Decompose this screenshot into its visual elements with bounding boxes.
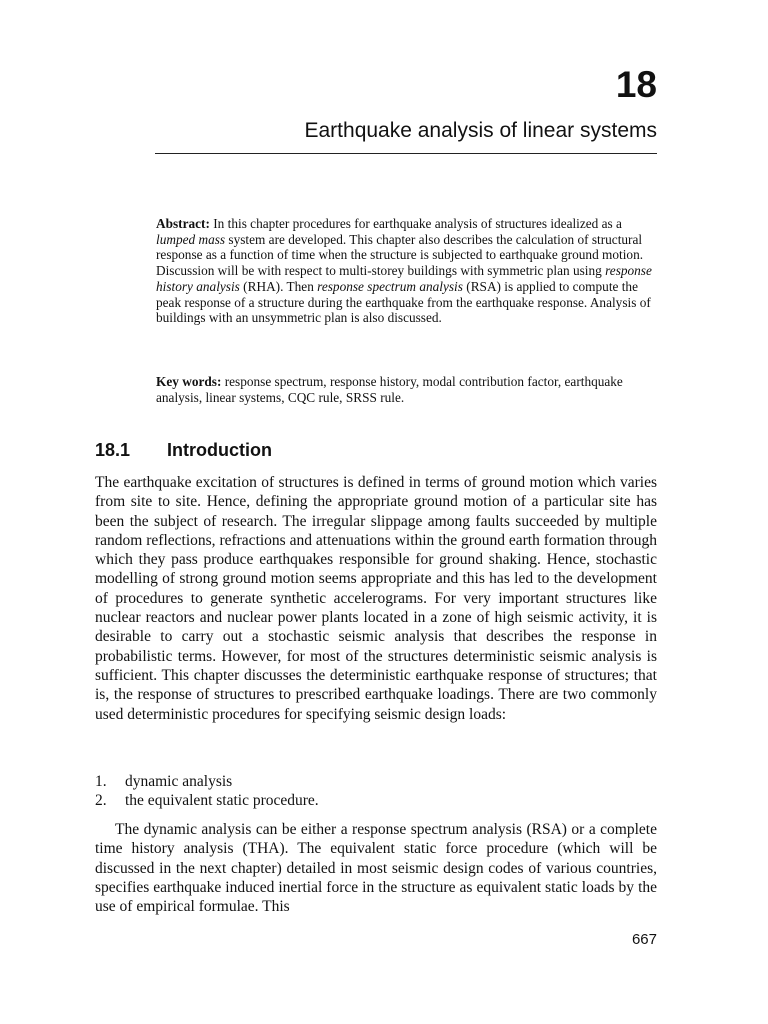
list-item-text: the equivalent static procedure. (125, 792, 319, 810)
title-rule (155, 153, 657, 154)
abstract-text-3: (RHA). Then (239, 278, 318, 294)
abstract-text-1: In this chapter procedures for earthquake analysis of structures idealized as a (213, 216, 622, 231)
abstract-term-rha: response history analysis (156, 263, 652, 294)
keywords (156, 374, 658, 405)
abstract-term-rsa: response spectrum analysis (317, 278, 463, 294)
list-marker: 1. (95, 773, 107, 790)
section-title: Introduction (167, 440, 272, 460)
abstract (156, 216, 658, 326)
list-item-text: dynamic analysis (125, 773, 233, 790)
list-item (95, 772, 657, 791)
abstract-term-lumped-mass: lumped mass (156, 231, 226, 247)
chapter-title: Earthquake analysis of linear systems (304, 119, 657, 142)
body-paragraph-1: The earthquake excitation of structures is defined in terms of ground motion which varies from site to site. Hence, defining the appropriate ground motion of a particular site has been the subject of research. The irregular slippage among faults succeeded by multiple random reflections, refractions and attenuations within the ground earth formation through which they pass produce earthquakes responsible for ground shaking. Hence, stochastic modelling of strong ground motion seems appropriate and this has led to the development of procedures to generate synthetic accelerograms. For very important structures like nuclear reactors and nuclear power plants located in a zone of high seismic activity, it is desirable to carry out a stochastic seismic analysis that describes the response in probabilistic terms. However, for most of the structures deterministic seismic analysis is sufficient. This chapter discusses the deterministic earthquake response of structures; that is, the response of structures to prescribed earthquake loadings. There are two commonly used deterministic procedures for specifying seismic design loads: (95, 474, 657, 723)
keywords-label: Key words: (156, 374, 222, 389)
section-number: 18.1 (95, 440, 131, 460)
procedure-list (95, 772, 657, 811)
abstract-text-4: (RSA) is applied to compute the peak response of a structure during the earthquake from the earthquake response. Analysis of buildings with an unsymmetric plan is also discussed. (156, 278, 651, 326)
keywords-text: response spectrum, response history, modal contribution factor, earthquake analysis, linear systems, CQC rule, SRSS rule. (156, 374, 623, 405)
list-marker: 2. (95, 792, 107, 810)
section-heading (95, 440, 272, 462)
chapter-number: 18 (615, 64, 657, 105)
abstract-text-2: system are developed. This chapter also describes the calculation of structural response as a function of time when the structure is subjected to earthquake ground motion. Discussion will be with respect to multi-storey buildings with symmetric plan using (156, 231, 644, 279)
list-item (95, 791, 657, 810)
abstract-label: Abstract: (156, 216, 210, 231)
page-number: 667 (631, 931, 657, 948)
body-paragraph-2: The dynamic analysis can be either a response spectrum analysis (RSA) or a complete time history analysis (THA). The equivalent static force procedure (which will be discussed in the next chapter) detailed in most seismic design codes of various countries, specifies earthquake induced inertial force in the structure as equivalent static loads by the use of empirical formulae. This (95, 821, 657, 916)
